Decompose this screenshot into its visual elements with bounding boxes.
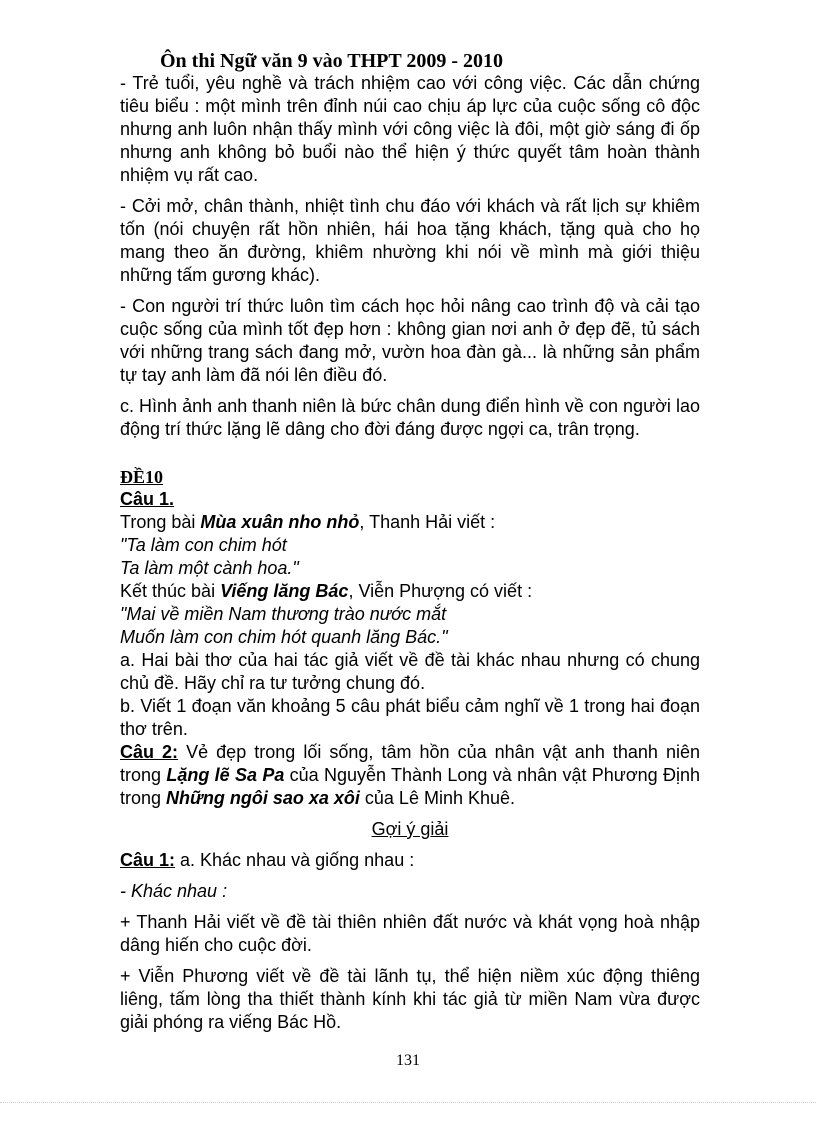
page-content (120, 72, 700, 1034)
cau1-heading: Câu 1. (120, 489, 175, 509)
khac-nhau-label: - Khác nhau : (120, 881, 228, 901)
quote2-line-a: "Mai về miền Nam thương trào nước mắt (120, 604, 447, 624)
paragraph-3: - Con người trí thức luôn tìm cách học hỏi nâng cao trình độ và cải tạo cuộc sống của mình tốt đẹp hơn : không gian nơi anh ở đẹp đẽ, tủ sách với những trang sách đang mở, vườn hoa đàn gà... là những sản phẩm tự tay anh làm đã nói lên điều đó. (120, 296, 700, 385)
question-a: a. Hai bài thơ của hai tác giả viết về đề tài khác nhau nhưng có chung chủ đề. Hãy chỉ ra tư tưởng chung đó. (120, 650, 700, 693)
de10-heading: ĐỀ10 (120, 467, 164, 487)
answer-cau1-text: a. Khác nhau và giống nhau : (175, 850, 415, 870)
quote1-line-b: Ta làm một cành hoa." (120, 558, 299, 578)
line2 (120, 580, 700, 603)
paragraph-1: - Trẻ tuổi, yêu nghề và trách nhiệm cao với công việc. Các dẫn chứng tiêu biểu : một mình trên đỉnh núi cao chịu áp lực của cuộc sống cô độc nhưng anh luôn nhận thấy mình với công việc là đôi, một giờ sáng đi ốp nhưng anh không bỏ buổi nào thể hiện ý thức quyết tâm hoàn thành nhiệm vụ rất cao. (120, 73, 700, 185)
paragraph-4: c. Hình ảnh anh thanh niên là bức chân dung điển hình về con người lao động trí thức lặng lẽ dâng cho đời đáng được ngợi ca, trân trọng. (120, 396, 700, 439)
cau2-paragraph (120, 741, 700, 810)
quote1-line-a: "Ta làm con chim hót (120, 535, 287, 555)
paragraph-2: - Cởi mở, chân thành, nhiệt tình chu đáo với khách và rất lịch sự khiêm tốn (nói chuyện rất hồn nhiên, hái hoa tặng khách, tặng quà cho họ mang theo ăn đường, khiêm nhường khi nói về mình mà giới thiệu những tấm gương khác). (120, 196, 700, 285)
work-title-nhung-ngoi-sao: Những ngôi sao xa xôi (166, 788, 360, 808)
quote2-line-b: Muốn làm con chim hót quanh lăng Bác." (120, 627, 448, 647)
cau2-label: Câu 2: (120, 742, 179, 762)
page-number: 131 (396, 1052, 420, 1069)
cau2-text-b: của Nguyễn Thành Long và nhân vật Phương Định trong (120, 765, 701, 808)
answer-cau1-label: Câu 1: (120, 850, 176, 870)
question-b: b. Viết 1 đoạn văn khoảng 5 câu phát biểu cảm nghĩ về 1 trong hai đoạn thơ trên. (120, 696, 700, 739)
line2-post: , Viễn Phượng có viết : (348, 581, 533, 601)
bottom-dotted-rule (0, 1102, 816, 1103)
poem-title-mua-xuan: Mùa xuân nho nhỏ (200, 512, 360, 532)
line1-post: , Thanh Hải viết : (359, 512, 496, 532)
answer-cau1 (120, 849, 700, 872)
goi-y-heading: Gợi ý giải (371, 819, 449, 839)
line2-pre: Kết thúc bài (120, 581, 221, 601)
cau2-text-c: của Lê Minh Khuê. (359, 788, 516, 808)
line1 (120, 511, 700, 534)
page-header: Ôn thi Ngữ văn 9 vào THPT 2009 - 2010 (160, 50, 503, 72)
work-title-lang-le-sa-pa: Lặng lẽ Sa Pa (166, 765, 285, 785)
cau2-text-a: Vẻ đẹp trong lối sống, tâm hồn của nhân vật anh thanh niên trong (120, 742, 700, 785)
poem-title-vieng-lang: Viếng lăng Bác (220, 581, 349, 601)
answer-point-2: + Viễn Phương viết về đề tài lãnh tụ, thể hiện niềm xúc động thiêng liêng, tấm lòng tha thiết thành kính khi tác giả từ miền Nam vừa được giải phóng ra viếng Bác Hồ. (120, 966, 700, 1032)
line1-pre: Trong bài (120, 512, 201, 532)
answer-point-1: + Thanh Hải viết về đề tài thiên nhiên đất nước và khát vọng hoà nhập dâng hiến cho cuộc đời. (120, 912, 700, 955)
